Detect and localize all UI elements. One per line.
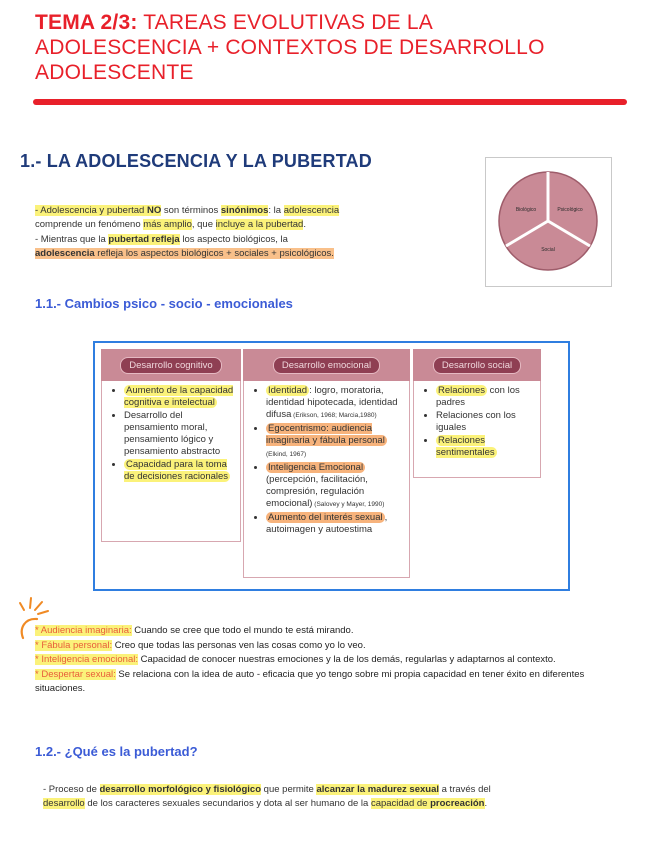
pie-label-psicologico: Psicológico [557,207,583,213]
title-divider [33,99,627,105]
pie-label-social: Social [541,247,555,253]
column-emotional-body [243,381,410,578]
column-cognitive-header-label: Desarrollo cognitivo [120,357,221,374]
list-item: • Identidad : logro, moratoria, identidad hipotecada, identidad difusa (Erikson, 1968; Marcia,1980) [266,385,403,422]
note-item: * Fábula personal: Creo que todas las personas ven las cosas como yo lo veo. [35,639,366,651]
column-emotional-header [243,349,410,381]
list-item: • Aumento del interés sexual , autoimagen y autoestima [266,512,403,536]
column-social-header-label: Desarrollo social [433,357,521,374]
sun-ray-3 [38,611,48,614]
pie-label-biologico: Biológico [515,207,537,213]
list-item: • Aumento de la capacidad cognitiva e intelectual [124,385,234,409]
section-1-paragraph-2: - Mientras que la pubertad refleja los aspecto biológicos, la adolescencia refleja los aspectos biológicos + sociales + psicológicos. [35,234,334,259]
sun-ray-2 [35,602,42,610]
list-item: • Egocentrismo: audiencia imaginaria y fábula personal (Elkind, 1967) [266,423,403,461]
page-title [35,10,635,85]
section-1-2-paragraph: - Proceso de desarrollo morfológico y fisiológico que permite alcanzar la madurez sexual a través del desarrollo de los caracteres sexuales secundarios y dota al ser humano de la capacidad de procreación. [43,784,491,809]
section-1-2-heading: 1.2.- ¿Qué es la pubertad? [35,744,198,759]
section-1-paragraph-1: - Adolescencia y pubertad NO son términos sinónimos: la adolescencia comprende un fenómeno más amplio, que incluye a la pubertad. [35,205,340,230]
note-item: * Inteligencia emocional: Capacidad de conocer nuestras emociones y la de los demás, regularlas y adaptarnos al contexto. [35,654,556,665]
column-emotional-header-label: Desarrollo emocional [273,357,380,374]
list-item: • Relaciones sentimentales [436,435,534,459]
changes-table [93,341,570,591]
title-line2: ADOLESCENCIA + CONTEXTOS DE DESARROLLO [35,36,545,59]
pie-diagram-svg [486,158,611,286]
title-line1: TAREAS EVOLUTIVAS DE LA [137,11,433,34]
column-social-body [413,381,541,478]
list-item: • Relaciones con los padres [436,385,534,409]
column-cognitive-header [101,349,241,381]
list-item: • Inteligencia Emocional (percepción, facilitación, compresión, regulación emocional) (Salovey y Mayer, 1990) [266,462,403,511]
list-item: • Relaciones con los iguales [436,410,534,434]
title-prefix: TEMA 2/3: [35,11,138,34]
sun-ray-1 [30,598,31,608]
section-1-1-heading: 1.1.- Cambios psico - socio - emocionales [35,296,293,311]
pie-diagram [485,157,612,287]
section-1-heading: 1.- LA ADOLESCENCIA Y LA PUBERTAD [20,151,372,171]
note-item: * Audiencia imaginaria: Cuando se cree que todo el mundo te está mirando. [35,625,354,636]
sun-ray-4 [20,603,24,610]
column-cognitive-body [101,381,241,542]
column-social-header [413,349,541,381]
list-item: • Desarrollo del pensamiento moral, pensamiento lógico y pensamiento abstracto [124,410,234,458]
note-item: * Despertar sexual: Se relaciona con la idea de auto - eficacia que yo tengo sobre mi propia capacidad en tener éxito en diferentes situaciones. [35,668,585,694]
definitions-notes [35,624,635,697]
list-item: • Capacidad para la toma de decisiones racionales [124,459,234,483]
title-line3: ADOLESCENTE [35,61,194,84]
